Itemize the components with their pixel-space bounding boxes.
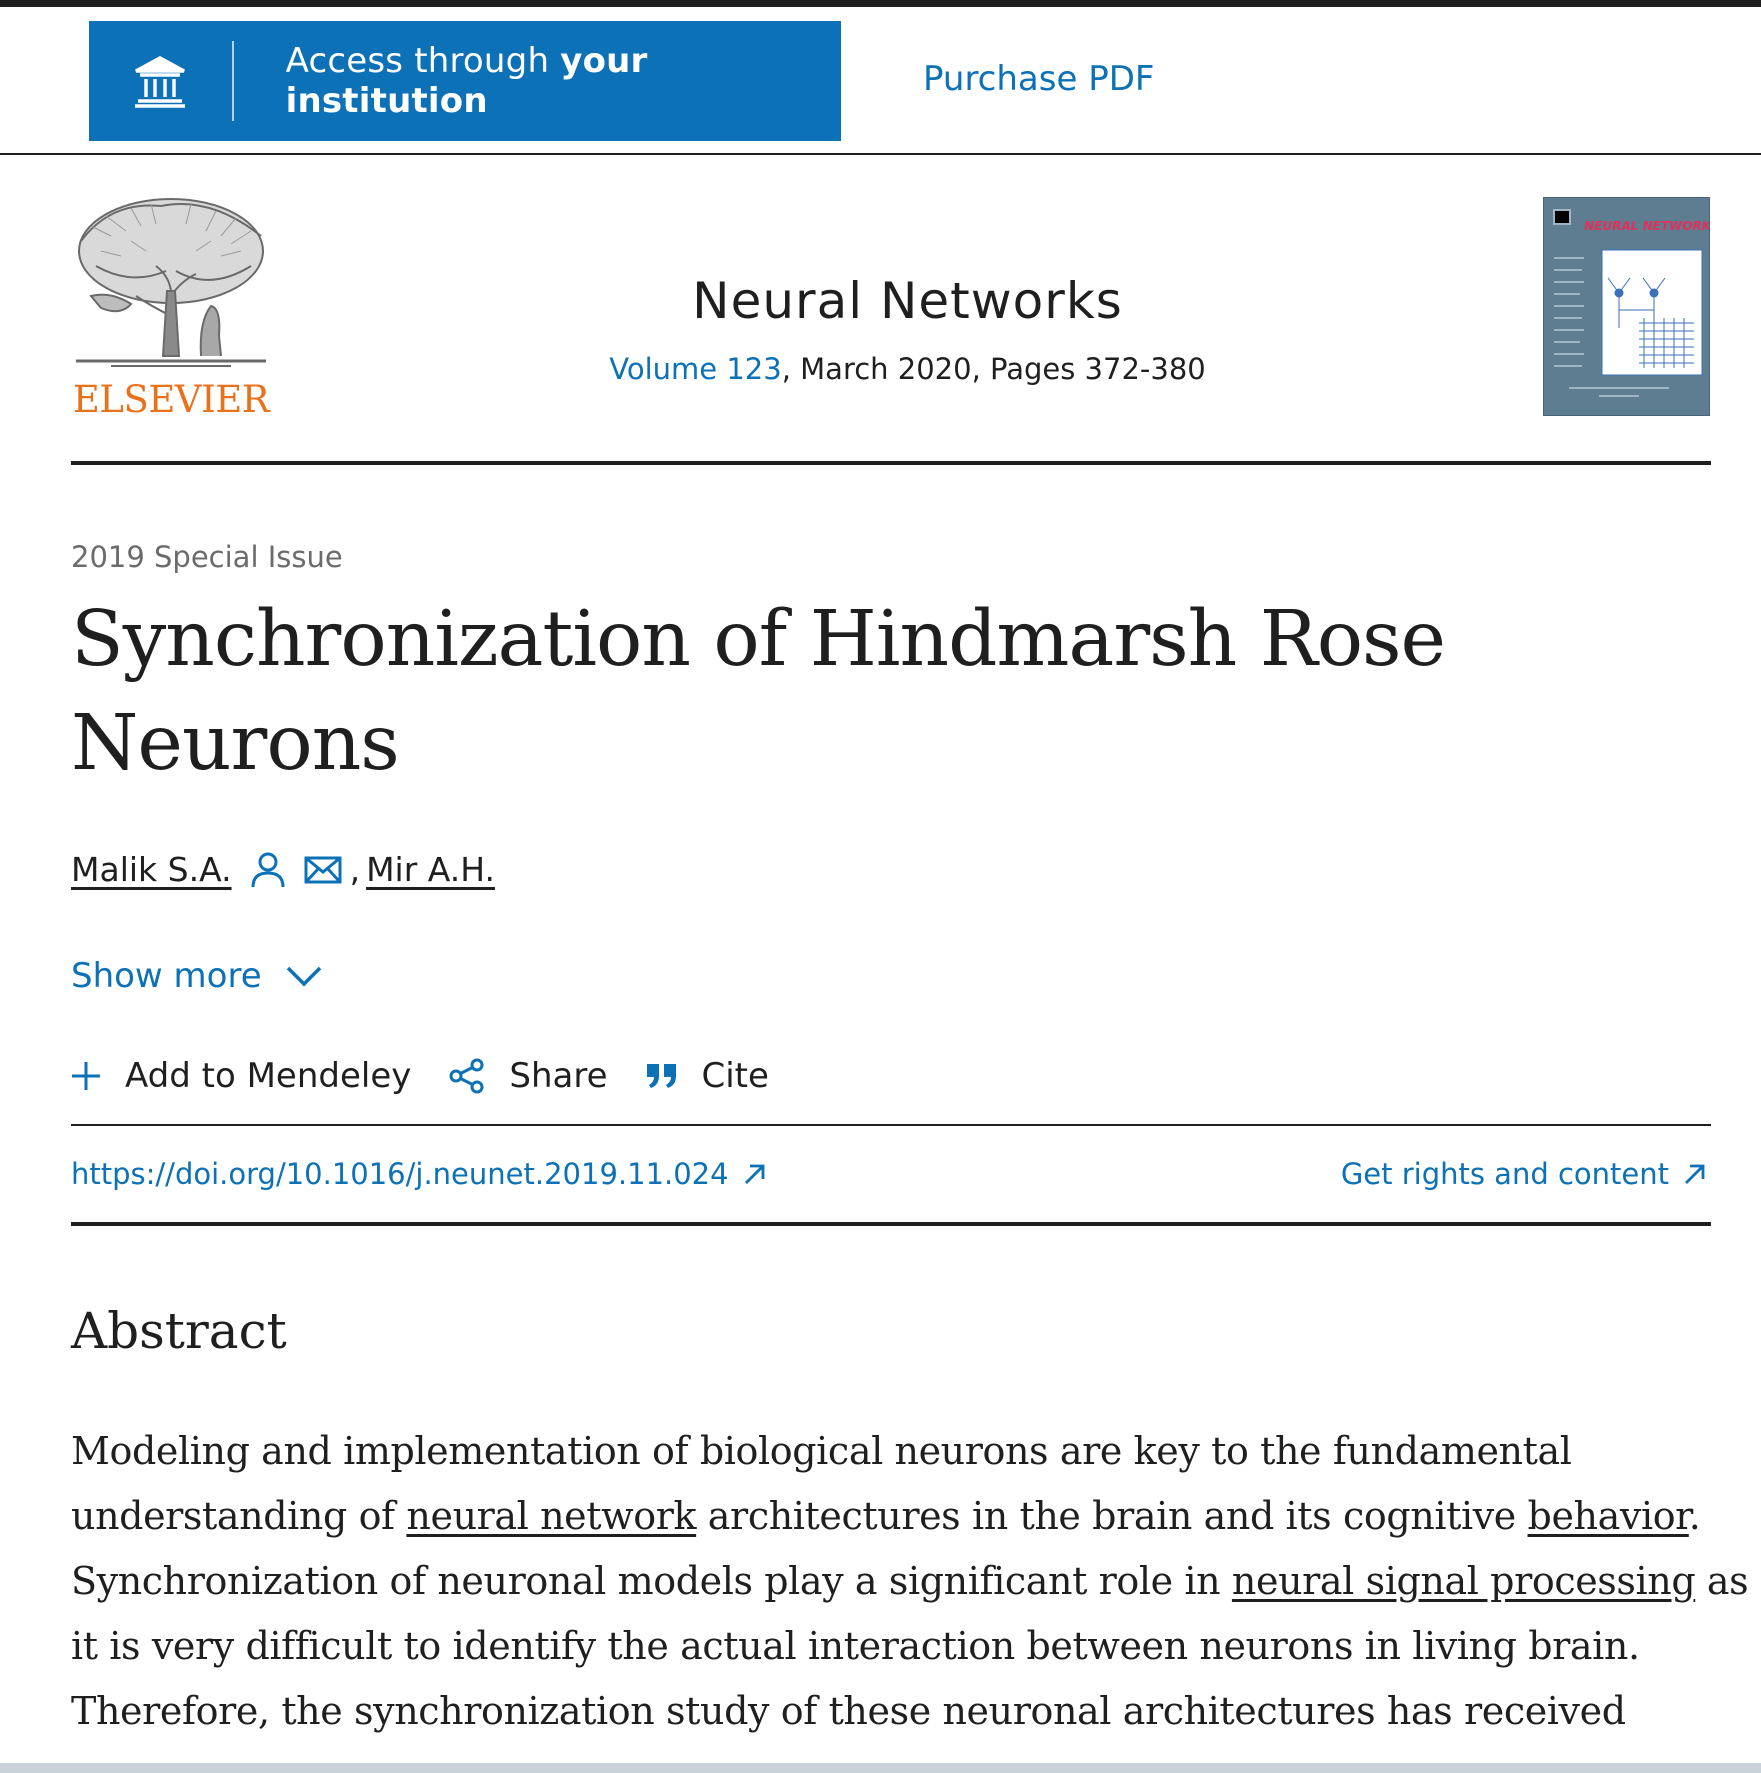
cite-label: Cite (701, 1056, 769, 1096)
abstract-body (71, 1419, 1749, 1744)
envelope-icon[interactable] (304, 855, 342, 885)
chevron-down-icon (286, 965, 322, 987)
quote-icon (646, 1063, 678, 1089)
journal-title[interactable]: Neural Networks (692, 272, 1123, 330)
external-link-icon (1683, 1162, 1707, 1186)
abstract-text: architectures in the brain and its cognitive (696, 1494, 1528, 1538)
abstract-line (71, 1549, 1749, 1614)
window-bottom-edge (0, 1763, 1761, 1773)
abstract-heading: Abstract (71, 1302, 287, 1360)
access-strong: your institution (285, 41, 648, 121)
external-link-icon (743, 1162, 767, 1186)
access-bar (0, 7, 1761, 155)
share-icon (449, 1058, 485, 1094)
abstract-text: it is very difficult to identify the actual interaction between neurons in living brain. (71, 1624, 1640, 1668)
doi-label: https://doi.org/10.1016/j.neunet.2019.11.024 (71, 1157, 729, 1191)
term-link-behavior[interactable]: behavior (1527, 1494, 1689, 1538)
abstract-line (71, 1484, 1711, 1549)
abstract-text: Therefore, the synchronization study of these neuronal architectures has received (71, 1689, 1626, 1733)
abstract-text: Synchronization of neuronal models play a significant role in (71, 1559, 1232, 1603)
abstract-line (71, 1679, 1711, 1744)
abstract-text: understanding of (71, 1494, 407, 1538)
author-separator: , (349, 850, 361, 889)
article-type-label: 2019 Special Issue (71, 540, 343, 574)
header-divider (71, 461, 1711, 465)
abstract-text: as (1695, 1559, 1749, 1603)
access-prefix: Access through (285, 41, 561, 81)
journal-cover-thumbnail[interactable] (1543, 197, 1710, 416)
show-more-label: Show more (71, 956, 262, 996)
abstract-text: Modeling and implementation of biological neurons are key to the fundamental (71, 1429, 1572, 1473)
show-more-button[interactable] (71, 956, 322, 996)
abstract-line (71, 1614, 1711, 1679)
plus-icon (71, 1061, 101, 1091)
article-actions (71, 1056, 807, 1096)
cite-button[interactable] (646, 1056, 769, 1096)
rights-label: Get rights and content (1340, 1157, 1669, 1191)
publisher-logo-text: ELSEVIER (72, 378, 270, 421)
add-to-mendeley-button[interactable] (71, 1056, 411, 1096)
share-button[interactable] (449, 1056, 607, 1096)
author-link[interactable]: Malik S.A. (71, 850, 232, 889)
article-title: Synchronization of Hindmarsh Rose Neurons (71, 595, 1446, 788)
volume-link[interactable]: Volume 123 (609, 352, 782, 386)
share-label: Share (509, 1056, 608, 1096)
access-through-institution-button[interactable] (89, 21, 841, 141)
mendeley-label: Add to Mendeley (125, 1056, 412, 1096)
person-icon[interactable] (250, 851, 286, 889)
abstract-line (71, 1419, 1711, 1484)
top-rule (0, 0, 1761, 7)
institution-icon (89, 21, 232, 141)
author-link[interactable]: Mir A.H. (366, 850, 495, 889)
access-divider (232, 41, 234, 121)
access-label (286, 41, 841, 121)
author-list (71, 850, 495, 889)
doi-divider (71, 1222, 1711, 1226)
doi-link[interactable] (71, 1157, 767, 1191)
journal-issue (0, 352, 1761, 386)
purchase-pdf-link[interactable]: Purchase PDF (923, 59, 1155, 99)
term-link-neural-network[interactable]: neural network (406, 1494, 697, 1538)
get-rights-link[interactable] (1341, 1157, 1707, 1191)
issue-details: , March 2020, Pages 372-380 (781, 352, 1206, 386)
cover-title: NEURAL NETWORKS (1584, 219, 1709, 233)
abstract-text: . (1688, 1494, 1701, 1538)
term-link-neural-signal-processing[interactable]: neural signal processing (1231, 1559, 1696, 1603)
actions-divider (71, 1124, 1711, 1126)
